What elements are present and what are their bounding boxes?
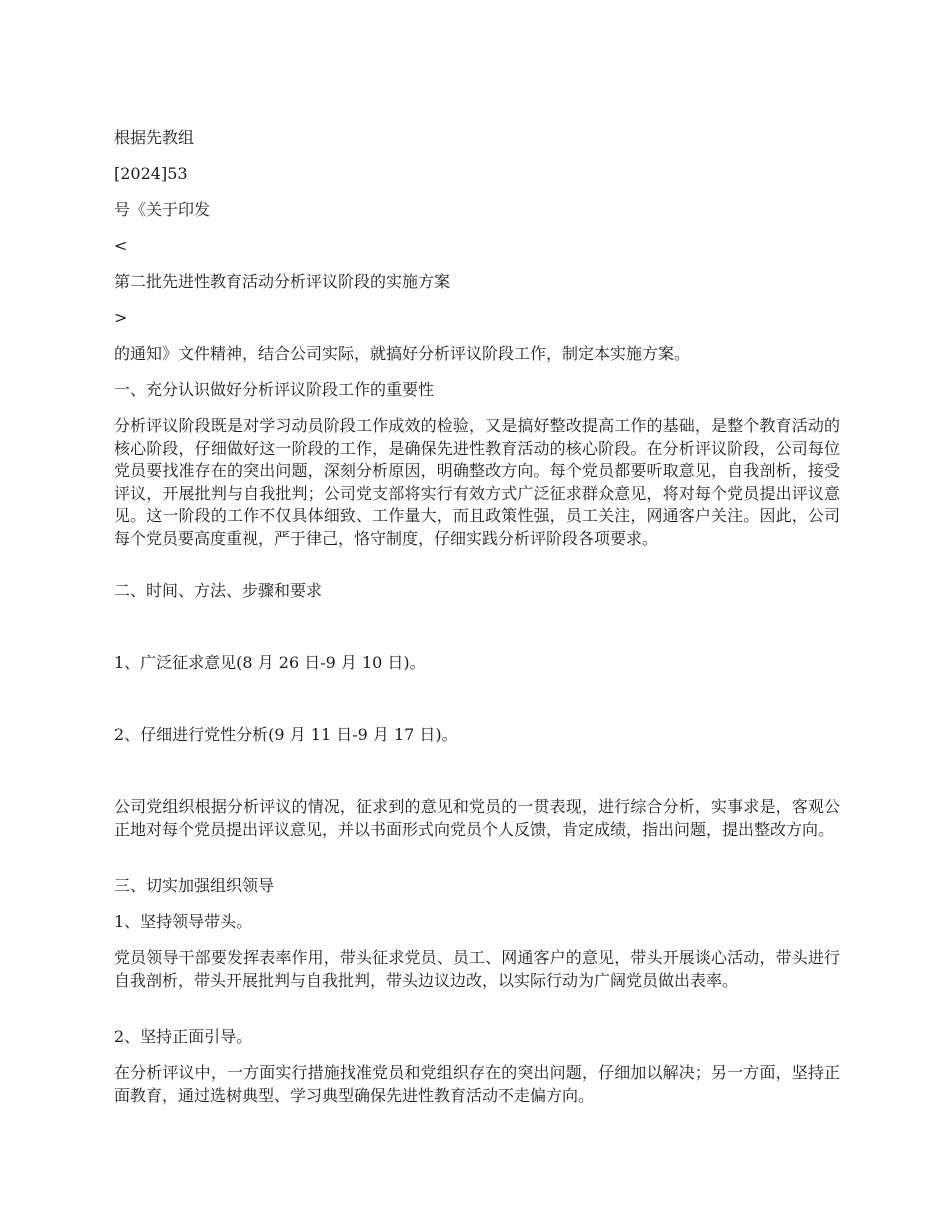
- list-item-party-analysis: 2、仔细进行党性分析(9 月 11 日-9 月 17 日)。: [114, 725, 458, 744]
- paragraph-notice-prefix: 号《关于印发: [114, 200, 211, 219]
- paragraph-open-bracket: <: [114, 236, 128, 255]
- list-item-collect-opinions: 1、广泛征求意见(8 月 26 日-9 月 10 日)。: [114, 653, 426, 672]
- section-heading-1: 一、充分认识做好分析评议阶段工作的重要性: [114, 380, 435, 399]
- paragraph-leadership-body: 党员领导干部要发挥表率作用，带头征求党员、员工、网通客户的意见，带头开展谈心活动，带头进行自我剖析，带头开展批判与自我批判，带头边议边改，以实际行动为广阔党员做出表率。: [114, 948, 840, 990]
- section-heading-2: 二、时间、方法、步骤和要求: [114, 581, 323, 600]
- list-item-leadership: 1、坚持领导带头。: [114, 912, 253, 931]
- paragraph-intro: 的通知》文件精神，结合公司实际，就搞好分析评议阶段工作，制定本实施方案。: [114, 344, 691, 363]
- paragraph-plan-title: 第二批先进性教育活动分析评议阶段的实施方案: [114, 272, 451, 291]
- section-heading-3: 三、切实加强组织领导: [114, 876, 275, 895]
- paragraph-close-bracket: >: [114, 308, 128, 327]
- list-item-positive-guidance: 2、坚持正面引导。: [114, 1027, 253, 1046]
- paragraph-document-number: [2024]53: [114, 164, 188, 183]
- paragraph-analysis-body: 公司党组织根据分析评议的情况，征求到的意见和党员的一贯表现，进行综合分析，实事求是，客观公正地对每个党员提出评议意见，并以书面形式向党员个人反馈，肯定成绩，指出问题，提出整改方向。: [114, 797, 840, 839]
- paragraph-section-1-body: 分析评议阶段既是对学习动员阶段工作成效的检验，又是搞好整改提高工作的基础，是整个教育活动的核心阶段，仔细做好这一阶段的工作，是确保先进性教育活动的核心阶段。在分析评议阶段，公司每位党员要找准存在的突出问题，深刻分析原因，明确整改方向。每个党员都要听取意见，自我剖析，接受评议，开展批判与自我批判；公司党支部将实行有效方式广泛征求群众意见，将对每个党员提出评议意见。这一阶段的工作不仅具体细致、工作量大，而且政策性强，员工关注，网通客户关注。因此，公司每个党员要高度重视，严于律己，恪守制度，仔细实践分析评阶段各项要求。: [114, 416, 840, 548]
- paragraph-guidance-body: 在分析评议中，一方面实行措施找准党员和党组织存在的突出问题，仔细加以解决；另一方面，坚持正面教育，通过选树典型、学习典型确保先进性教育活动不走偏方向。: [114, 1063, 840, 1105]
- paragraph-reference-prefix: 根据先教组: [114, 128, 195, 147]
